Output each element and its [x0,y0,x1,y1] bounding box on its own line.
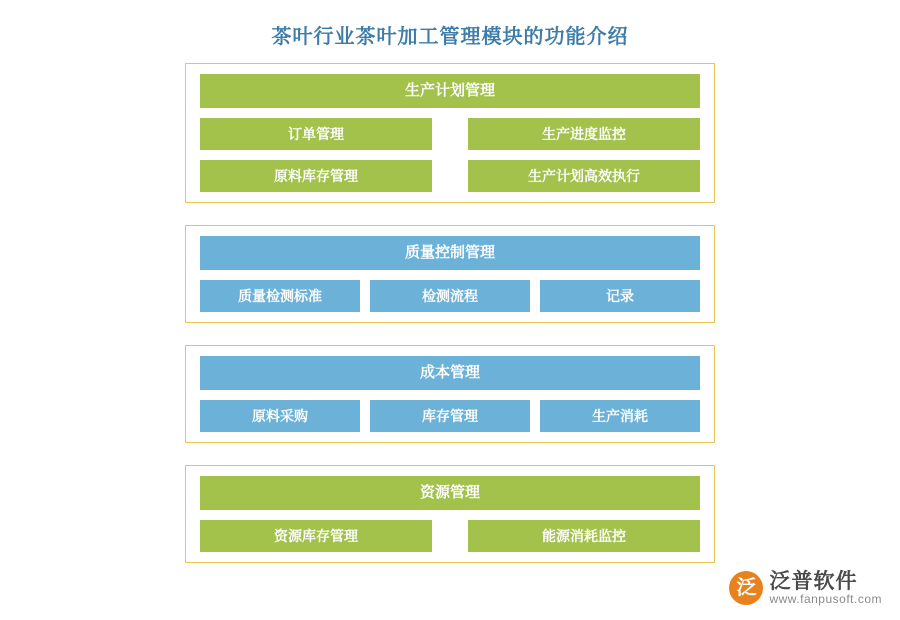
group-quality-control [185,225,715,323]
group-item: 检测流程 [370,280,530,312]
group-header: 资源管理 [200,476,700,510]
group-row [200,520,700,552]
group-row [200,400,700,432]
group-item: 质量检测标准 [200,280,360,312]
group-item: 记录 [540,280,700,312]
group-item: 原料采购 [200,400,360,432]
group-item: 资源库存管理 [200,520,432,552]
logo-text-block [769,570,882,606]
brand-logo [729,570,882,606]
group-header: 生产计划管理 [200,74,700,108]
logo-url: www.fanpusoft.com [769,591,882,606]
group-production-plan [185,63,715,203]
group-resource-management [185,465,715,563]
group-item: 生产计划高效执行 [468,160,700,192]
group-item: 订单管理 [200,118,432,150]
group-item: 库存管理 [370,400,530,432]
group-header: 质量控制管理 [200,236,700,270]
group-row [200,160,700,192]
logo-icon: 泛 [729,571,763,605]
group-item: 生产进度监控 [468,118,700,150]
logo-name: 泛普软件 [769,569,858,593]
group-cost-management [185,345,715,443]
group-header: 成本管理 [200,356,700,390]
group-row [200,280,700,312]
group-row [200,118,700,150]
group-item: 原料库存管理 [200,160,432,192]
group-item: 生产消耗 [540,400,700,432]
page-title: 茶叶行业茶叶加工管理模块的功能介绍 [271,26,629,48]
diagram-container [185,63,715,563]
group-item: 能源消耗监控 [468,520,700,552]
